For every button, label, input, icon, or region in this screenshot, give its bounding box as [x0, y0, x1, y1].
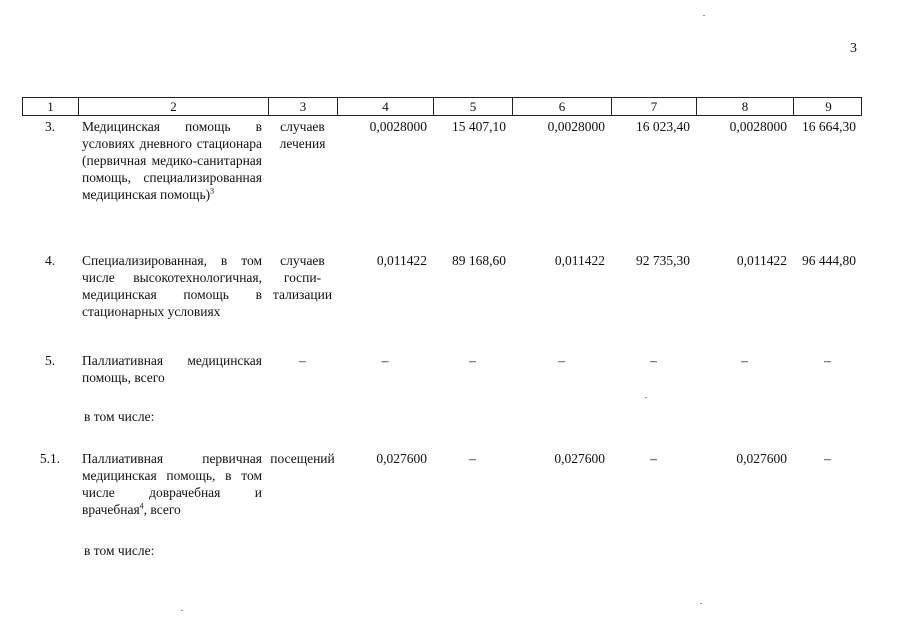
cell-value: – — [824, 353, 831, 368]
table-row — [22, 116, 862, 250]
row-unit: случаев лечения — [279, 119, 326, 151]
header-cell: 3 — [269, 98, 338, 115]
header-cell: 5 — [434, 98, 513, 115]
row-unit: посещений — [270, 451, 335, 466]
row-name: Паллиативная медицинская помощь, всего — [82, 353, 262, 385]
row-name: Специализированная, в том числе высокотехнологичная, медицинская помощь в стационарных условиях — [82, 253, 262, 319]
row-name-text: Медицинская помощь в условиях дневного стационара (первичная медико-санитарная помощь, специализированная медицинская помощь) — [82, 119, 262, 202]
cell-value: 16 664,30 — [802, 119, 856, 134]
row-name — [78, 448, 268, 542]
cell-value: – — [650, 353, 657, 368]
cell-value: – — [824, 451, 831, 466]
row-number: 3. — [44, 119, 56, 134]
scan-speck — [703, 15, 705, 16]
header-cell: 1 — [23, 98, 79, 115]
header-cell: 7 — [612, 98, 697, 115]
row-name-tail: , всего — [143, 502, 181, 517]
cell-value: – — [741, 353, 748, 368]
cell-value: 16 023,40 — [636, 119, 690, 134]
cell-value: – — [558, 353, 565, 368]
table-row — [22, 350, 862, 408]
cell-value: 0,027600 — [554, 451, 605, 466]
row-number: 5. — [44, 353, 56, 368]
scan-speck — [645, 397, 647, 398]
scan-speck — [700, 603, 702, 604]
footnote-mark: 4 — [139, 501, 144, 511]
cell-value: 0,0028000 — [729, 119, 787, 134]
table-header-row — [22, 97, 862, 116]
cell-value: 96 444,80 — [802, 253, 856, 268]
cell-value: – — [381, 353, 389, 368]
cell-value: – — [469, 451, 476, 466]
row-name — [78, 116, 268, 250]
including-label: в том числе: — [84, 409, 155, 424]
cell-value: 0,011422 — [736, 253, 787, 268]
row-unit: – — [299, 353, 306, 368]
row-name-text: Паллиативная первичная медицинская помощь, в том числе доврачебная и врачебная — [82, 451, 262, 517]
cell-value: 0,027600 — [376, 451, 427, 466]
cell-value: 89 168,60 — [452, 253, 506, 268]
row-unit: случаев госпитализации — [272, 253, 333, 302]
cell-value: 0,011422 — [554, 253, 605, 268]
header-cell: 4 — [338, 98, 434, 115]
cell-value: 0,0028000 — [547, 119, 605, 134]
cell-value: – — [650, 451, 657, 466]
cell-value: 92 735,30 — [636, 253, 690, 268]
header-cell: 6 — [513, 98, 612, 115]
row-number: 4. — [44, 253, 56, 268]
table-row — [22, 448, 862, 542]
cell-value: 0,027600 — [736, 451, 787, 466]
page-number: 3 — [850, 41, 857, 56]
cell-value: 0,011422 — [376, 253, 427, 268]
header-cell: 2 — [79, 98, 269, 115]
scan-speck — [181, 610, 183, 611]
including-label: в том числе: — [84, 543, 155, 558]
table-row — [22, 250, 862, 350]
header-cell: 8 — [697, 98, 794, 115]
header-cell: 9 — [825, 99, 832, 114]
footnote-mark: 3 — [210, 186, 215, 196]
row-number: 5.1. — [39, 451, 61, 466]
cell-value: – — [469, 353, 476, 368]
cell-value: 15 407,10 — [452, 119, 506, 134]
tariff-table — [22, 97, 862, 572]
cell-value: 0,0028000 — [369, 119, 427, 134]
